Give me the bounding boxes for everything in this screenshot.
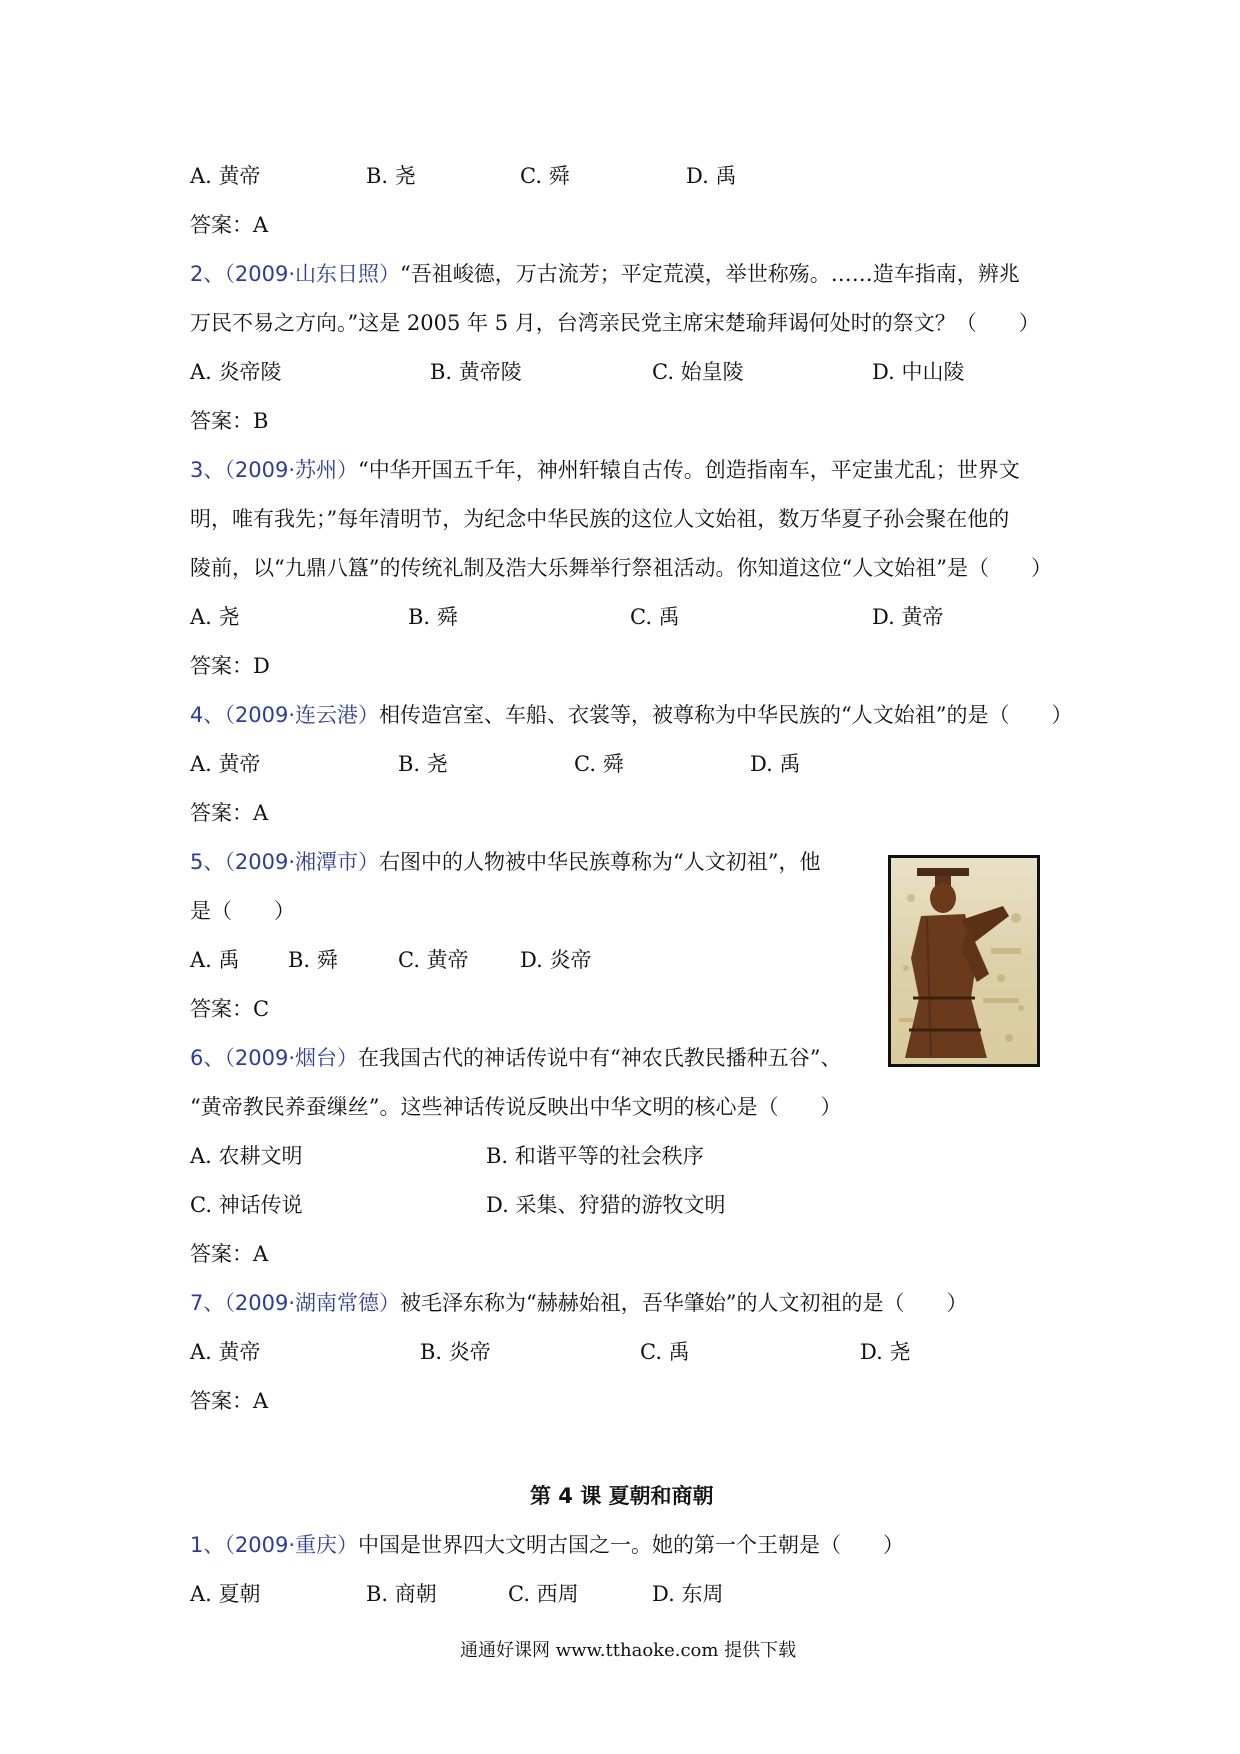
q6-answer: 答案：A [190,1242,269,1266]
q1-option-a: A. 黄帝 [190,164,261,188]
q4-option-b: B. 尧 [398,752,448,776]
q5-line-2: 是（ ） [190,899,295,923]
q5-option-d: D. 炎帝 [520,948,592,972]
l4-q1-source: （2009·重庆） [224,1533,358,1557]
q1-answer: 答案：A [190,213,269,237]
q4-number: 4、 [190,703,225,727]
lesson-heading: 第 4 课 夏朝和商朝 [530,1484,714,1508]
q7-answer: 答案：A [190,1389,269,1413]
q3-source: （2009·苏州） [224,458,358,482]
q6-line-1 [190,1048,841,1069]
q7-option-b: B. 炎帝 [420,1340,491,1364]
q2-source: （2009·山东日照） [224,262,400,286]
q7-line-1 [190,1293,967,1314]
q7-option-c: C. 禹 [640,1340,690,1364]
q4-option-c: C. 舜 [574,752,624,776]
q4-stem: 相传造宫室、车船、衣裳等，被尊称为中华民族的“人文始祖”的是（ ） [379,703,1073,727]
l4-q1-option-d: D. 东周 [652,1582,724,1606]
q3-option-d: D. 黄帝 [872,605,944,629]
q4-line-1 [190,705,1072,726]
q5-option-c: C. 黄帝 [398,948,469,972]
q6-option-d: D. 采集、狩猎的游牧文明 [486,1193,726,1217]
l4-q1-option-c: C. 西周 [508,1582,579,1606]
q2-number: 2、 [190,262,225,286]
q5-source: （2009·湘潭市） [224,850,379,874]
q1-option-c: C. 舜 [520,164,570,188]
huangdi-portrait-image [888,855,1040,1067]
q5-line-1 [190,852,820,873]
q7-number: 7、 [190,1291,225,1315]
q3-line-3: 陵前，以“九鼎八簋”的传统礼制及浩大乐舞举行祭祖活动。你知道这位“人文始祖”是（ ） [190,556,1052,580]
q1-option-b: B. 尧 [366,164,416,188]
q6-source: （2009·烟台） [224,1046,358,1070]
q3-option-a: A. 尧 [190,605,240,629]
q5-stem: 右图中的人物被中华民族尊称为“人文初祖”，他 [379,850,821,874]
q4-option-a: A. 黄帝 [190,752,261,776]
q3-line-2: 明，唯有我先；”每年清明节，为纪念中华民族的这位人文始祖，数万华夏子孙会聚在他的 [190,507,1010,531]
q6-option-c: C. 神话传说 [190,1193,303,1217]
q1-option-d: D. 禹 [686,164,737,188]
l4-q1-stem: 中国是世界四大文明古国之一。她的第一个王朝是（ ） [358,1533,904,1557]
q7-option-a: A. 黄帝 [190,1340,261,1364]
q5-option-a: A. 禹 [190,948,240,972]
q5-answer: 答案：C [190,997,270,1021]
q7-stem: 被毛泽东称为“赫赫始祖，吾华肇始”的人文初祖的是（ ） [400,1291,968,1315]
q3-option-c: C. 禹 [630,605,680,629]
q5-option-b: B. 舜 [288,948,338,972]
q6-option-b: B. 和谐平等的社会秩序 [486,1144,704,1168]
l4-q1-line-1 [190,1535,904,1556]
q4-option-d: D. 禹 [750,752,801,776]
l4-q1-option-b: B. 商朝 [366,1582,437,1606]
q3-number: 3、 [190,458,225,482]
q6-stem: 在我国古代的神话传说中有“神农氏教民播种五谷”、 [358,1046,842,1070]
q3-line-1 [190,460,1020,481]
q2-option-b: B. 黄帝陵 [430,360,522,384]
q2-option-c: C. 始皇陵 [652,360,744,384]
q5-number: 5、 [190,850,225,874]
page-footer: 通通好课网 www.tthaoke.com 提供下载 [460,1640,797,1661]
q2-option-d: D. 中山陵 [872,360,965,384]
q2-answer: 答案：B [190,409,269,433]
q7-source: （2009·湖南常德） [224,1291,400,1315]
q6-number: 6、 [190,1046,225,1070]
q7-option-d: D. 尧 [860,1340,911,1364]
q4-source: （2009·连云港） [224,703,379,727]
q6-line-2: “黄帝教民养蚕缫丝”。这些神话传说反映出中华文明的核心是（ ） [190,1095,842,1119]
q3-answer: 答案：D [190,654,270,678]
l4-q1-number: 1、 [190,1533,225,1557]
q2-option-a: A. 炎帝陵 [190,360,282,384]
q3-option-b: B. 舜 [408,605,458,629]
q3-stem: “中华开国五千年，神州轩辕自古传。创造指南车，平定蚩尤乱；世界文 [358,458,1020,482]
q2-stem: “吾祖峻德，万古流芳；平定荒漠，举世称殇。……造车指南，辨兆 [400,262,1020,286]
q2-line-2: 万民不易之方向。”这是 2005 年 5 月，台湾亲民党主席宋楚瑜拜谒何处时的祭文？（ ） [190,311,1040,335]
q6-option-a: A. 农耕文明 [190,1144,303,1168]
l4-q1-option-a: A. 夏朝 [190,1582,261,1606]
q2-line-1 [190,264,1020,285]
q4-answer: 答案：A [190,801,269,825]
portrait-drawing [891,858,1037,1064]
